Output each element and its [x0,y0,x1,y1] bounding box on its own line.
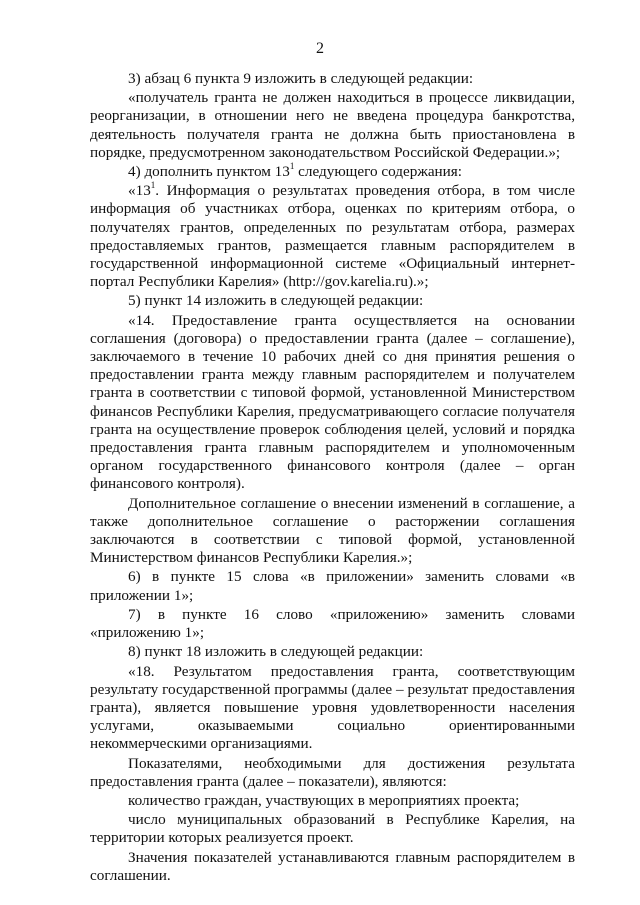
paragraph-quote-9-6: «получатель гранта не должен находиться в процессе ликвидации, реорганизации, в отношении него не введена процедура банкротства, деятельность получателя гранта не должна быть приостановлена в порядке, предусмотренном законодательством Российской Федерации.»; [90,89,575,161]
paragraph-item-3: 3) абзац 6 пункта 9 изложить в следующей редакции: [128,70,474,87]
paragraph-indicator-citizens: количество граждан, участвующих в мероприятиях проекта; [128,791,520,809]
paragraph-quote-18: «18. Результатом предоставления гранта, соответствующим результату государственной программы (далее – результат предоставления гранта), является повышение уровня удовлетворенности населения услугами, оказываемыми социально ориентированными некоммерческими организациями. [90,662,575,753]
paragraph-indicators: Показателями, необходимыми для достижения результата предоставления гранта (далее – показатели), являются: [90,754,575,790]
paragraph-quote-14: «14. Предоставление гранта осуществляется на основании соглашения (договора) о предоставлении гранта (далее – соглашение), заключаемого в течение 10 рабочих дней со дня принятия решения о предоставлении гранта между главным распорядителем и получателем гранта в соответствии с типовой формой, установленной Министерством финансов Республики Карелия, предусматривающего согласие получателя гранта на осуществление проверок соблюдения целей, условий и порядка предоставления гранта главным распорядителем и уполномоченным органом государственного финансового контроля (далее – орган финансового контроля). [90,311,575,493]
paragraph-item-4: 4) дополнить пунктом $13^1$ следующего содержания: [128,160,463,181]
paragraph-item-8: 8) пункт 18 изложить в следующей редакции: [128,643,424,661]
paragraph-quote-13-1: «$13^1$. Информация о результатах проведения отбора, в том числе информация об участниках отбора, оценках по критериям отбора, о получателях грантов, определенных по результатам отбора, размерах предоставляемых грантов, размещается главным распорядителем в государственной информационной системе «Официальный интернет-портал Республики Карелия» (http://gov.karelia.ru).»; [90,180,575,291]
paragraph-indicator-municipalities: число муниципальных образований в Республике Карелия, на территории которых реализуется проект. [90,811,575,847]
paragraph-indicator-values: Значения показателей устанавливаются главным распорядителем в соглашении. [90,848,575,884]
paragraph-item-5: 5) пункт 14 изложить в следующей редакции: [128,292,424,310]
paragraph-item-6: 6) в пункте 15 слова «в приложении» заменить словами «в приложении 1»; [90,568,575,604]
page-number: 2 [316,40,324,57]
paragraph-additional-agreement: Дополнительное соглашение о внесении изменений в соглашение, а также дополнительное соглашение о расторжении соглашения заключаются в соответствии с типовой формой, установленной Министерством финансов Республики Карелия.»; [90,494,575,567]
document-body [90,70,575,886]
paragraph-item-7: 7) в пункте 16 слово «приложению» заменить словами «приложению 1»; [90,605,575,642]
